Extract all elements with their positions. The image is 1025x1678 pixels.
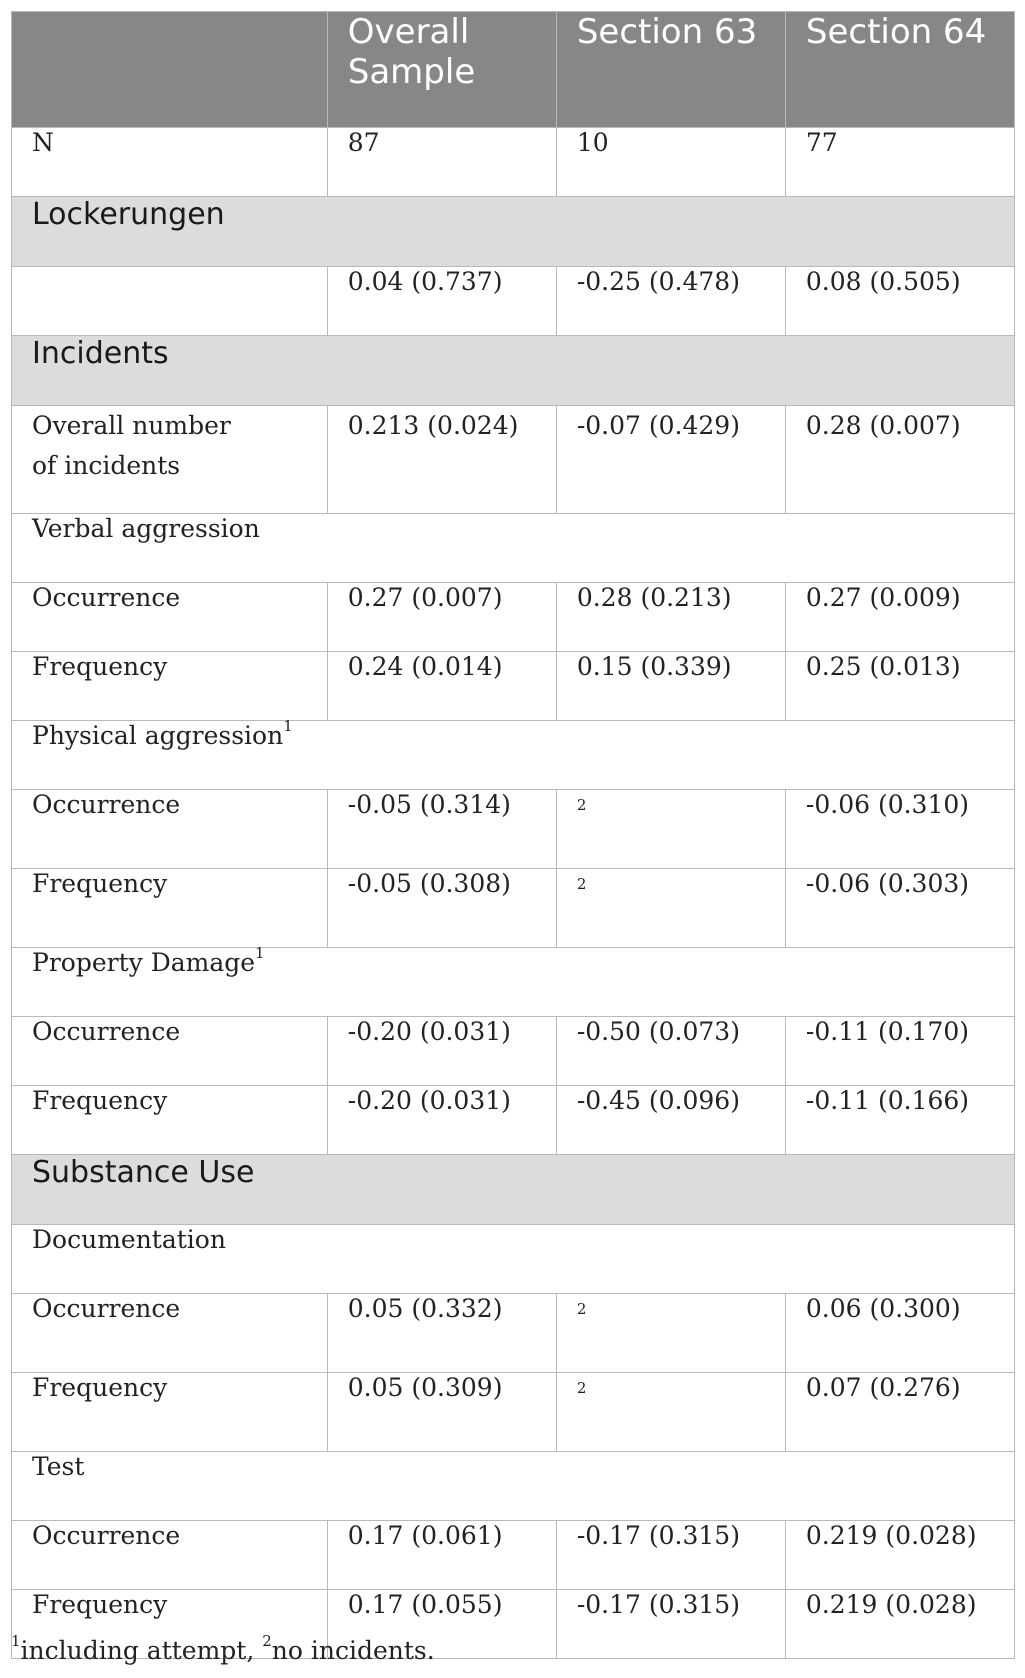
subgroup-row xyxy=(12,1452,1015,1521)
row-label: N xyxy=(12,128,328,197)
footnote-marker: 2 xyxy=(262,1632,272,1650)
cell-s63: -0.17 (0.315) xyxy=(556,1521,785,1590)
cell-s64: -0.11 (0.170) xyxy=(785,1017,1014,1086)
cell-s64: -0.06 (0.310) xyxy=(785,790,1014,869)
cell-s63 xyxy=(556,790,785,869)
cell-overall: 0.05 (0.309) xyxy=(327,1373,556,1452)
subgroup-row xyxy=(12,721,1015,790)
subgroup-title-text: Physical aggression xyxy=(32,721,284,750)
section-title-lockerungen: Lockerungen xyxy=(12,197,1015,267)
section-row xyxy=(12,336,1015,406)
table-row xyxy=(12,1086,1015,1155)
header-section-64: Section 64 xyxy=(785,12,1014,128)
cell-s64: 0.07 (0.276) xyxy=(785,1373,1014,1452)
table-row xyxy=(12,267,1015,336)
subgroup-title: Documentation xyxy=(12,1225,1015,1294)
row-label: Frequency xyxy=(12,1590,328,1659)
cell-s64: -0.06 (0.303) xyxy=(785,869,1014,948)
cell-overall: 0.24 (0.014) xyxy=(327,652,556,721)
row-label xyxy=(12,267,328,336)
subgroup-title: Test xyxy=(12,1452,1015,1521)
cell-overall: -0.05 (0.308) xyxy=(327,869,556,948)
cell-overall: -0.20 (0.031) xyxy=(327,1086,556,1155)
row-label-line1: Overall number xyxy=(32,411,231,440)
row-label: Frequency xyxy=(12,869,328,948)
cell-overall: 0.04 (0.737) xyxy=(327,267,556,336)
cell-s63: 10 xyxy=(556,128,785,197)
cell-overall: 0.05 (0.332) xyxy=(327,1294,556,1373)
table-row xyxy=(12,1373,1015,1452)
cell-overall: 0.17 (0.061) xyxy=(327,1521,556,1590)
table-row xyxy=(12,1294,1015,1373)
cell-overall: -0.05 (0.314) xyxy=(327,790,556,869)
table-row xyxy=(12,583,1015,652)
cell-s63 xyxy=(556,1373,785,1452)
section-row xyxy=(12,197,1015,267)
cell-s63 xyxy=(556,869,785,948)
table-footnote xyxy=(11,1632,435,1665)
table-row xyxy=(12,128,1015,197)
results-table xyxy=(11,11,1015,1659)
section-title-substance-use: Substance Use xyxy=(12,1155,1015,1225)
cell-s64: 0.25 (0.013) xyxy=(785,652,1014,721)
subgroup-title xyxy=(12,944,1015,1017)
cell-s63: 0.28 (0.213) xyxy=(556,583,785,652)
header-row xyxy=(12,12,1015,128)
footnote-text-2: no incidents. xyxy=(271,1636,435,1665)
subgroup-title-text: Property Damage xyxy=(32,948,256,977)
footnote-marker: 1 xyxy=(283,717,293,735)
row-label: Occurrence xyxy=(12,1017,328,1086)
row-label: Occurrence xyxy=(12,1294,328,1373)
table-row xyxy=(12,406,1015,514)
cell-s64: 0.06 (0.300) xyxy=(785,1294,1014,1373)
row-label-line2: of incidents xyxy=(32,451,181,480)
row-label: Occurrence xyxy=(12,583,328,652)
subgroup-row xyxy=(12,514,1015,583)
table-row xyxy=(12,1521,1015,1590)
cell-s64: 0.219 (0.028) xyxy=(785,1521,1014,1590)
cell-overall: 0.27 (0.007) xyxy=(327,583,556,652)
row-label: Occurrence xyxy=(12,790,328,869)
cell-s63: 0.15 (0.339) xyxy=(556,652,785,721)
footnote-marker: 2 xyxy=(576,796,587,814)
cell-s63: -0.07 (0.429) xyxy=(556,406,785,514)
section-row xyxy=(12,1155,1015,1225)
cell-overall: 0.17 (0.055) xyxy=(327,1590,556,1659)
cell-s63: -0.45 (0.096) xyxy=(556,1086,785,1155)
cell-s64: 77 xyxy=(785,128,1014,197)
cell-s64: 0.219 (0.028) xyxy=(785,1590,1014,1659)
table-row xyxy=(12,1017,1015,1086)
footnote-marker: 2 xyxy=(576,1300,587,1318)
footnote-text-1: including attempt, xyxy=(20,1636,263,1665)
cell-s63: -0.17 (0.315) xyxy=(556,1590,785,1659)
cell-s63 xyxy=(556,1294,785,1373)
subgroup-title: Verbal aggression xyxy=(12,514,1015,583)
footnote-marker: 1 xyxy=(255,944,265,962)
cell-overall: -0.20 (0.031) xyxy=(327,1017,556,1086)
header-section-63: Section 63 xyxy=(556,12,785,128)
subgroup-row xyxy=(12,948,1015,1017)
row-label: Frequency xyxy=(12,1373,328,1452)
cell-s64: 0.28 (0.007) xyxy=(785,406,1014,514)
footnote-marker: 2 xyxy=(576,875,587,893)
table-row xyxy=(12,869,1015,948)
footnote-marker: 2 xyxy=(576,1379,587,1397)
row-label: Occurrence xyxy=(12,1521,328,1590)
cell-s63: -0.50 (0.073) xyxy=(556,1017,785,1086)
cell-overall: 0.213 (0.024) xyxy=(327,406,556,514)
row-label xyxy=(12,406,328,514)
subgroup-row xyxy=(12,1225,1015,1294)
row-label: Frequency xyxy=(12,652,328,721)
table-row xyxy=(12,652,1015,721)
subgroup-title xyxy=(12,717,1015,790)
cell-s63: -0.25 (0.478) xyxy=(556,267,785,336)
cell-s64: -0.11 (0.166) xyxy=(785,1086,1014,1155)
cell-s64: 0.27 (0.009) xyxy=(785,583,1014,652)
table-row xyxy=(12,790,1015,869)
cell-overall: 87 xyxy=(327,128,556,197)
row-label: Frequency xyxy=(12,1086,328,1155)
cell-s64: 0.08 (0.505) xyxy=(785,267,1014,336)
section-title-incidents: Incidents xyxy=(12,336,1015,406)
header-empty xyxy=(12,12,328,128)
footnote-marker: 1 xyxy=(11,1632,21,1650)
header-overall-sample: Overall Sample xyxy=(327,12,556,128)
